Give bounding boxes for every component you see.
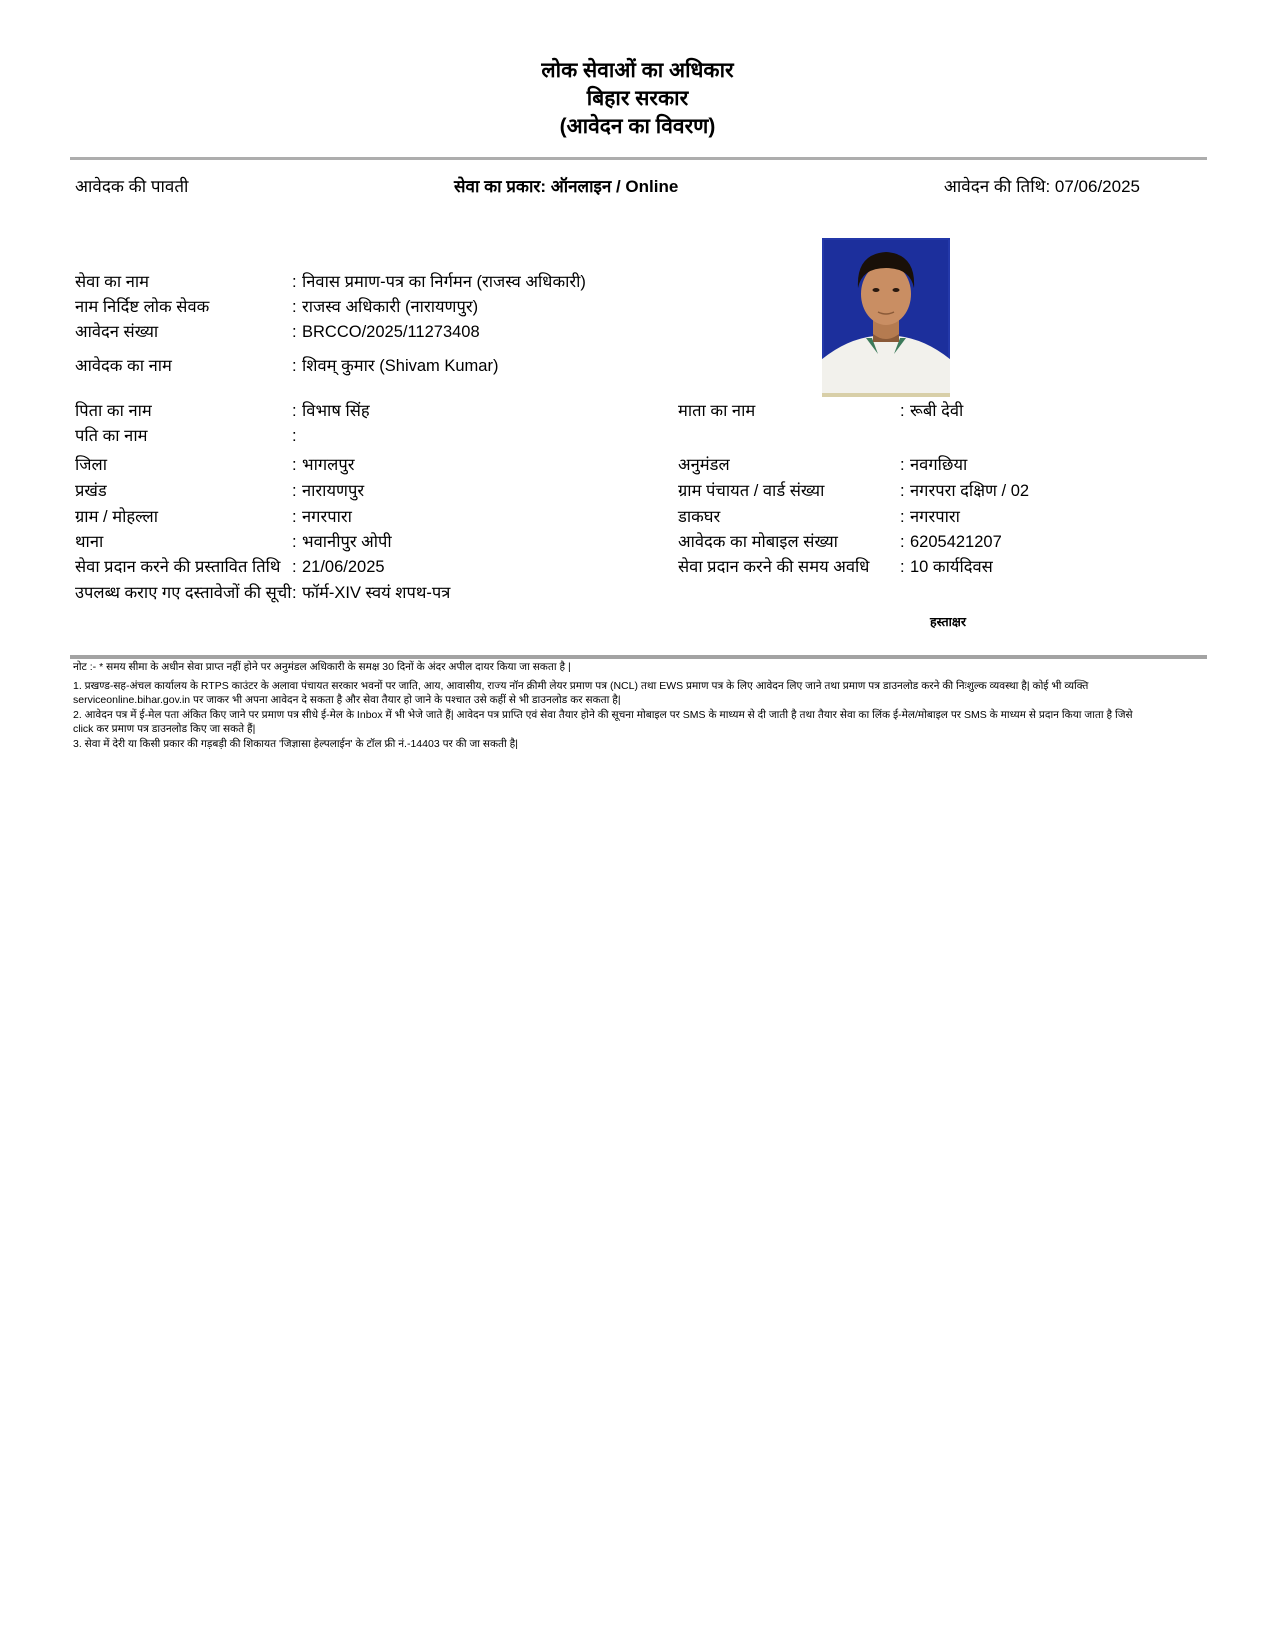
field-value: 10 कार्यदिवस <box>910 558 993 576</box>
divider-top <box>70 157 1207 160</box>
document-caption: (आवेदन का विवरण) <box>559 115 716 138</box>
field-value: नवगछिया <box>910 456 968 474</box>
field-value <box>302 426 820 447</box>
field-label: ग्राम / मोहल्ला <box>75 508 159 526</box>
service-type-label: सेवा का प्रकार: ऑनलाइन / Online <box>454 177 679 196</box>
field-value: निवास प्रमाण-पत्र का निर्गमन (राजस्व अधिकारी) <box>302 273 586 291</box>
field-value: फॉर्म-XIV स्वयं शपथ-पत्र <box>302 584 451 602</box>
field-row-post-office <box>678 507 1208 528</box>
field-colon: : <box>292 456 297 474</box>
note-line: 2. आवेदन पत्र में ई-मेल पता अंकित किए जाने पर प्रमाण पत्र सीधे ई-मेल के Inbox में भी भेजे जाते हैं| आवेदन पत्र प्राप्ति एवं सेवा तैयार होने की सूचना मोबाइल पर SMS के माध्यम से दी जाती है तथा तैयार सेवा का लिंक ई-मेल/मोबाइल पर SMS के माध्यम से प्रदान किया जाता है जिसे <box>73 709 1133 721</box>
field-label: माता का नाम <box>678 402 756 420</box>
field-label: प्रखंड <box>75 482 107 500</box>
field-value: 6205421207 <box>910 533 1002 551</box>
field-colon: : <box>900 402 905 420</box>
field-colon: : <box>900 482 905 500</box>
note-line: serviceonline.bihar.gov.in पर जाकर भी अपना आवेदन दे सकता है और सेवा तैयार हो जाने के पश्चात उसे कहीं से भी डाउनलोड कर सकता है| <box>73 694 621 706</box>
note-line: 3. सेवा में देरी या किसी प्रकार की गड़बड़ी की शिकायत 'जिज्ञासा हेल्पलाईन' के टॉल फ्री नं.-14403 पर की जा सकती है| <box>73 738 518 750</box>
field-colon: : <box>292 273 297 291</box>
application-date-label: आवेदन की तिथि: 07/06/2025 <box>943 177 1140 196</box>
field-label: सेवा का नाम <box>75 273 150 291</box>
field-value: भवानीपुर ओपी <box>302 533 392 551</box>
field-colon: : <box>292 584 297 602</box>
field-value: BRCCO/2025/11273408 <box>302 323 480 341</box>
field-value: नगरपरा दक्षिण / 02 <box>910 482 1030 500</box>
field-value: रूबी देवी <box>910 402 964 420</box>
field-label: आवेदन संख्या <box>75 323 159 341</box>
field-row-application-number <box>75 322 820 343</box>
field-colon: : <box>292 558 297 576</box>
field-label: सेवा प्रदान करने की समय अवधि <box>678 558 870 576</box>
note-line: नोट :- * समय सीमा के अधीन सेवा प्राप्त नहीं होने पर अनुमंडल अधिकारी के समक्ष 30 दिनों के अंदर अपील दायर किया जा सकता है | <box>73 661 571 673</box>
field-colon: : <box>292 482 297 500</box>
note-line: click कर प्रमाण पत्र डाउनलोड किए जा सकते हैं| <box>73 723 256 735</box>
field-row-mother-name <box>678 401 1208 422</box>
meta-row <box>75 174 1140 197</box>
field-row-mobile-number <box>678 532 1208 553</box>
field-label: जिला <box>75 456 107 474</box>
field-label: सेवा प्रदान करने की प्रस्तावित तिथि <box>75 558 281 576</box>
field-colon: : <box>900 558 905 576</box>
field-row-documents-list <box>75 583 820 604</box>
field-colon: : <box>292 298 297 316</box>
field-label: उपलब्ध कराए गए दस्तावेजों की सूची <box>75 584 292 602</box>
field-label: पिता का नाम <box>75 402 152 420</box>
field-colon: : <box>292 323 297 341</box>
person-portrait-icon <box>822 238 950 397</box>
field-label: थाना <box>75 533 104 551</box>
field-label: ग्राम पंचायत / वार्ड संख्या <box>678 482 825 500</box>
field-label: आवेदक का मोबाइल संख्या <box>678 533 838 551</box>
field-colon: : <box>292 402 297 420</box>
divider-bottom <box>70 655 1207 659</box>
applicant-photo <box>822 238 950 397</box>
field-value: 21/06/2025 <box>302 558 385 576</box>
signature-label: हस्ताक्षर <box>930 615 966 629</box>
field-row-service-name <box>75 272 820 293</box>
field-colon: : <box>292 533 297 551</box>
page-title: लोक सेवाओं का अधिकार <box>541 59 734 82</box>
field-row-husband-name <box>75 426 820 447</box>
field-value: भागलपुर <box>302 456 355 474</box>
field-colon: : <box>292 508 297 526</box>
field-colon: : <box>900 508 905 526</box>
field-label: डाकघर <box>678 508 721 526</box>
field-value: शिवम् कुमार (Shivam Kumar) <box>302 357 499 375</box>
field-label: अनुमंडल <box>678 456 730 474</box>
field-value: नगरपारा <box>910 508 960 526</box>
field-label: नाम निर्दिष्ट लोक सेवक <box>75 298 210 316</box>
field-colon: : <box>900 533 905 551</box>
field-value: नगरपारा <box>302 508 352 526</box>
government-name: बिहार सरकार <box>586 87 689 110</box>
field-value: राजस्व अधिकारी (नारायणपुर) <box>302 298 479 316</box>
field-label: पति का नाम <box>75 427 148 445</box>
field-colon: : <box>900 456 905 474</box>
field-row-public-servant <box>75 297 820 318</box>
field-colon: : <box>292 427 297 445</box>
note-line: 1. प्रखण्ड-सह-अंचल कार्यालय के RTPS काउंटर के अलावा पंचायत सरकार भवनों पर जाति, आय, आवासीय, राज्य नॉन क्रीमी लेयर प्रमाण पत्र (NCL) तथा EWS प्रमाण पत्र के लिए आवेदन लिए जाने तथा प्रमाण पत्र डाउनलोड करने की निःशुल्क व्यवस्था है| कोई भी व्यक्ति <box>73 680 1089 692</box>
field-label: आवेदक का नाम <box>75 357 172 375</box>
document-header <box>0 57 1275 141</box>
field-row-panchayat-ward <box>678 481 1208 502</box>
receipt-label: आवेदक की पावती <box>75 177 189 196</box>
field-value: नारायणपुर <box>302 482 365 500</box>
field-value: विभाष सिंह <box>302 402 370 420</box>
field-row-service-duration <box>678 557 1208 578</box>
field-colon: : <box>292 357 297 375</box>
field-row-subdivision <box>678 455 1208 476</box>
field-row-applicant-name <box>75 356 820 377</box>
